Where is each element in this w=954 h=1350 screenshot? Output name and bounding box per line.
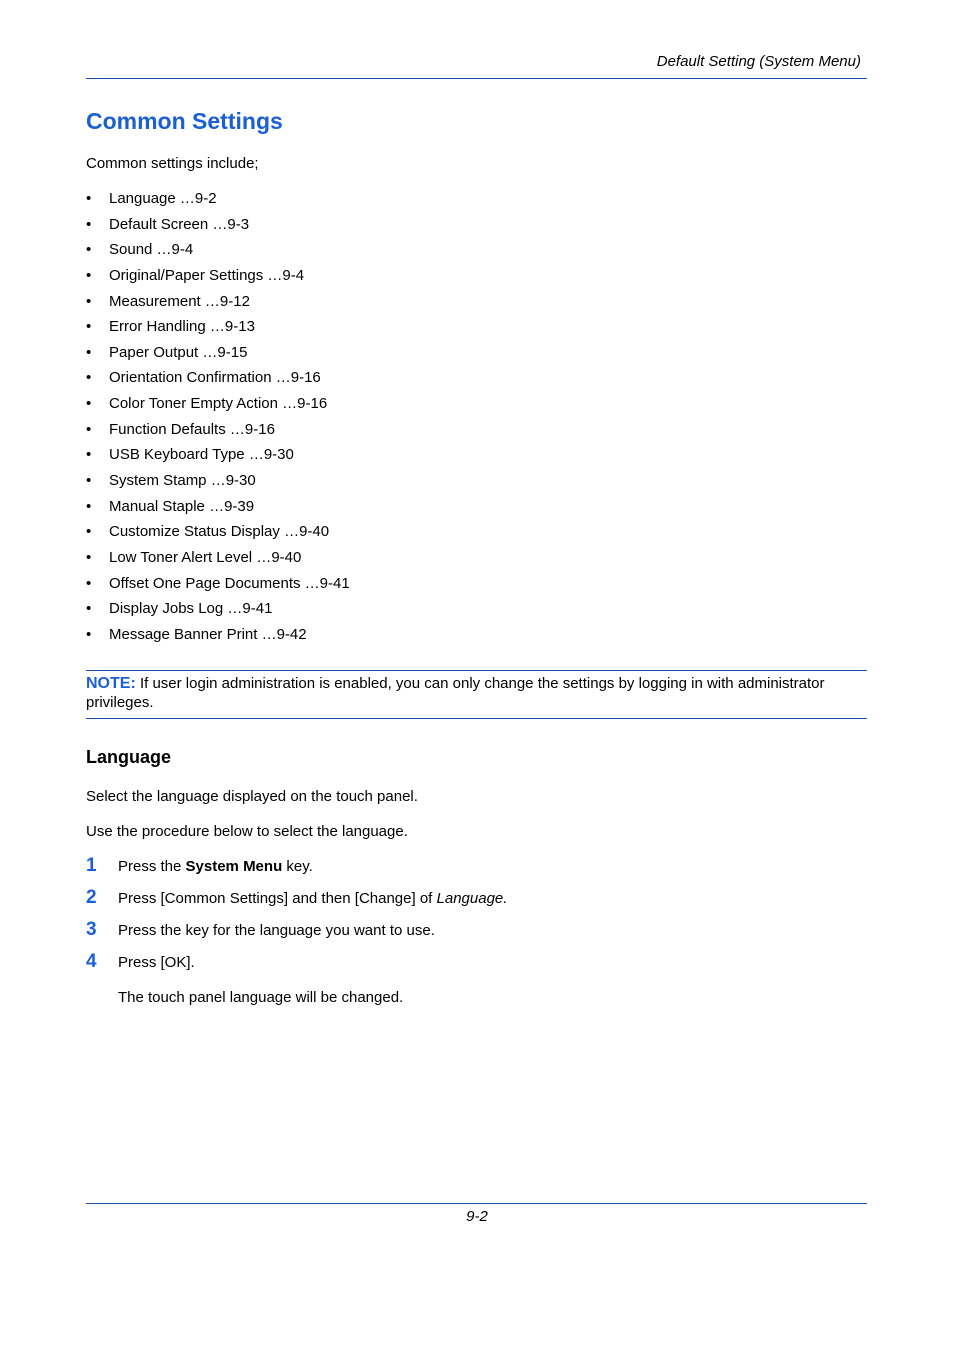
toc-item-page-ref: …9-40 (256, 548, 302, 566)
toc-item-label: System Stamp (109, 472, 207, 490)
note-label: NOTE: (86, 675, 136, 692)
bullet-icon: • (86, 523, 92, 541)
bullet-icon: • (86, 215, 92, 233)
toc-item-label: Orientation Confirmation (109, 369, 272, 387)
toc-item[interactable] (86, 340, 350, 366)
toc-item[interactable] (86, 494, 350, 520)
toc-item-page-ref: …9-16 (275, 369, 321, 387)
toc-item-page-ref: …9-40 (284, 523, 330, 541)
header-rule (86, 78, 867, 79)
toc-item[interactable] (86, 263, 350, 289)
toc-item[interactable] (86, 289, 350, 315)
running-header: Default Setting (System Menu) (656, 53, 861, 70)
bullet-icon: • (86, 548, 92, 566)
toc-item-page-ref: …9-16 (282, 395, 328, 413)
toc-item-page-ref: …9-42 (261, 625, 307, 643)
step-result: The touch panel language will be changed. (118, 989, 404, 1006)
toc-item-label: Default Screen (109, 215, 209, 233)
bullet-icon: • (86, 190, 92, 207)
language-heading: Language (86, 747, 172, 767)
system-menu-key-label: System Menu (185, 858, 283, 875)
bullet-icon: • (86, 292, 92, 310)
bullet-icon: • (86, 574, 92, 592)
toc-item[interactable] (86, 545, 350, 571)
toc-item[interactable] (86, 622, 350, 648)
language-term: Language. (436, 890, 508, 907)
bullet-icon: • (86, 343, 92, 361)
step-number: 4 (86, 951, 97, 972)
note-text: If user login administration is enabled, you can only change the settings by logging in with administrator privileges. (86, 675, 825, 711)
toc-item-page-ref: …9-2 (179, 190, 217, 207)
toc-item[interactable] (86, 237, 350, 263)
toc-item-label: Offset One Page Documents (109, 574, 301, 592)
toc-item[interactable] (86, 519, 350, 545)
bullet-icon: • (86, 266, 92, 284)
bullet-icon: • (86, 241, 92, 259)
language-description: Select the language displayed on the touch panel. (86, 788, 418, 805)
toc-item-label: Display Jobs Log (109, 600, 224, 618)
step-2: 2 Press [Common Settings] and then [Change] of Language. (86, 887, 508, 908)
toc-item-page-ref: …9-41 (227, 600, 273, 618)
bullet-icon: • (86, 395, 92, 413)
bullet-icon: • (86, 625, 92, 643)
toc-item-page-ref: …9-16 (229, 420, 275, 438)
toc-item-label: Language (109, 190, 176, 207)
toc-item-page-ref: …9-3 (212, 215, 250, 233)
toc-item-page-ref: …9-41 (304, 574, 350, 592)
toc-item[interactable] (86, 571, 350, 597)
footer-rule (86, 1203, 867, 1204)
toc-item[interactable] (86, 391, 350, 417)
bullet-icon: • (86, 600, 92, 618)
bullet-icon: • (86, 369, 92, 387)
toc-item-label: Message Banner Print (109, 625, 258, 643)
toc-item-page-ref: …9-15 (202, 343, 248, 361)
bullet-icon: • (86, 472, 92, 490)
toc-item-label: Manual Staple (109, 497, 205, 515)
toc-item-label: Function Defaults (109, 420, 226, 438)
note-bottom-rule (86, 718, 867, 719)
toc-item-page-ref: …9-4 (156, 241, 194, 259)
page-number: 9-2 (466, 1208, 488, 1225)
toc-item-label: Color Toner Empty Action (109, 395, 278, 413)
toc-item-page-ref: …9-30 (210, 472, 256, 490)
toc-item-label: Sound (109, 241, 153, 259)
toc-item-page-ref: …9-4 (267, 266, 305, 284)
toc-item-label: Low Toner Alert Level (109, 548, 253, 566)
toc-item-label: Error Handling (109, 318, 206, 336)
toc-item[interactable] (86, 314, 350, 340)
toc-item-label: Original/Paper Settings (109, 266, 264, 284)
step-1: 1 Press the System Menu key. (86, 855, 313, 876)
settings-list (86, 186, 350, 648)
step-number: 1 (86, 855, 97, 876)
step-number: 2 (86, 887, 97, 908)
toc-item[interactable] (86, 365, 350, 391)
toc-item[interactable] (86, 417, 350, 443)
toc-item-label: Measurement (109, 292, 201, 310)
toc-item-page-ref: …9-13 (209, 318, 255, 336)
toc-item-page-ref: …9-30 (248, 446, 294, 464)
toc-item[interactable] (86, 468, 350, 494)
step-number: 3 (86, 919, 97, 940)
step-3: 3 Press the key for the language you want to use. (86, 919, 435, 940)
procedure-intro: Use the procedure below to select the language. (86, 823, 408, 840)
bullet-icon: • (86, 318, 92, 336)
note-box (86, 674, 867, 712)
toc-item-page-ref: …9-12 (204, 292, 250, 310)
step-4: 4 Press [OK]. (86, 951, 195, 972)
toc-item[interactable] (86, 596, 350, 622)
note-top-rule (86, 670, 867, 671)
toc-item-label: Customize Status Display (109, 523, 280, 541)
page-title: Common Settings (86, 108, 283, 134)
intro-text: Common settings include; (86, 155, 259, 172)
toc-item[interactable] (86, 186, 350, 212)
bullet-icon: • (86, 497, 92, 515)
toc-item[interactable] (86, 212, 350, 238)
toc-item-label: Paper Output (109, 343, 199, 361)
toc-item-label: USB Keyboard Type (109, 446, 245, 464)
toc-item-page-ref: …9-39 (209, 497, 255, 515)
bullet-icon: • (86, 446, 92, 464)
bullet-icon: • (86, 420, 92, 438)
toc-item[interactable] (86, 442, 350, 468)
